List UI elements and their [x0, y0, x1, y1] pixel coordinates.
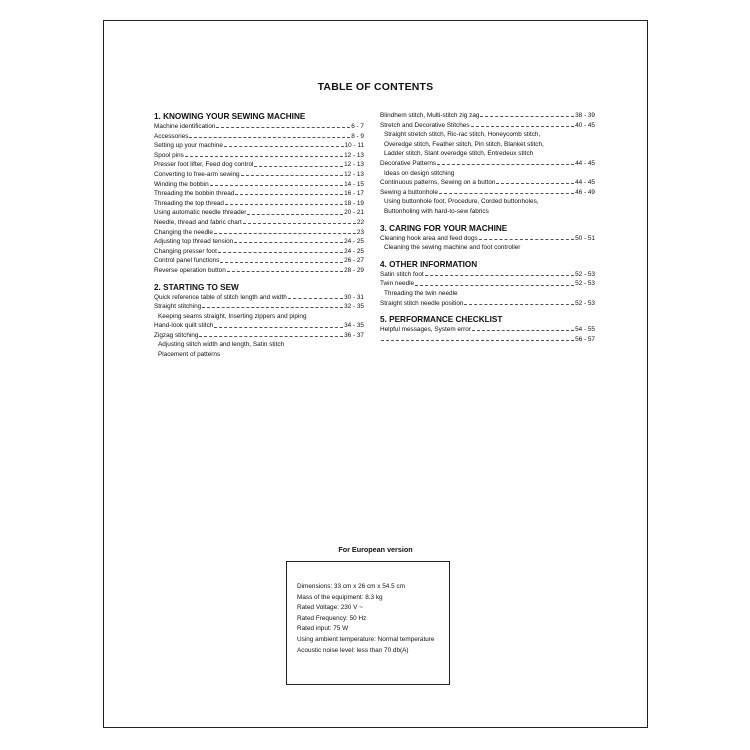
dot-leader	[437, 164, 574, 165]
european-version-title: For European version	[338, 545, 413, 554]
spec-line: Rated input: 75 W	[297, 625, 349, 633]
toc-entry-title: Control panel functions	[154, 257, 220, 265]
dot-leader	[243, 223, 356, 224]
page-title: TABLE OF CONTENTS	[317, 81, 434, 93]
dot-leader	[425, 275, 574, 276]
toc-entry-pages: 6 - 7	[351, 123, 364, 130]
toc-entry-title: Decorative Patterns	[380, 159, 437, 167]
toc-entry-pages: 50 - 51	[575, 234, 595, 242]
section-heading: 1. KNOWING YOUR SEWING MACHINE	[154, 112, 306, 121]
dot-leader	[254, 166, 343, 167]
toc-entry	[154, 247, 364, 257]
manual-page	[103, 20, 648, 728]
toc-entry-pages: 52 - 53	[575, 270, 595, 278]
toc-entry	[154, 208, 364, 218]
toc-subentry: Ladder stitch, Slant overedge stitch, Entredeux stitch	[384, 150, 534, 158]
toc-entry-title: Reverse operation button	[154, 266, 226, 274]
toc-entry-title: Converting to free-arm sewing	[154, 170, 240, 178]
toc-entry-pages: 12 - 13	[344, 151, 364, 159]
dot-leader	[480, 116, 574, 117]
toc-subentry: Straight stretch stitch, Ric-rac stitch, Honeycomb stitch,	[384, 131, 541, 139]
toc-entry-title: Needle, thread and fabric chart	[154, 218, 242, 226]
toc-entry-pages: 52 - 53	[575, 280, 595, 288]
toc-entry	[380, 335, 595, 345]
toc-entry-title: Threading the bobbin thread	[154, 190, 235, 198]
toc-entry-pages: 14 - 15	[344, 180, 364, 188]
dot-leader	[216, 127, 350, 128]
toc-entry	[380, 121, 595, 131]
toc-subentry: Using buttonhole foot, Procedure, Corded buttonholes,	[384, 198, 539, 206]
toc-entry-pages: 32 - 35	[344, 303, 364, 311]
toc-entry-title: Hand-look quilt stitch	[154, 322, 214, 330]
section-heading: 3. CARING FOR YOUR MACHINE	[380, 223, 508, 233]
dot-leader	[288, 298, 343, 299]
toc-column-right	[380, 111, 595, 344]
toc-entry	[154, 293, 364, 303]
toc-entry-pages: 24 - 25	[344, 238, 364, 246]
dot-leader	[185, 156, 343, 157]
toc-entry-pages: 40 - 45	[575, 121, 595, 129]
toc-entry-title: Cleaning hook area and feed dogs	[380, 234, 478, 242]
toc-entry	[154, 302, 364, 312]
dot-leader	[224, 146, 344, 147]
toc-entry	[380, 159, 595, 169]
dot-leader	[472, 330, 574, 331]
toc-entry	[154, 228, 364, 238]
toc-entry-pages: 24 - 25	[344, 247, 364, 255]
dot-leader	[496, 183, 574, 184]
dot-leader	[214, 233, 356, 234]
toc-subentry: Overedge stitch, Feather stitch, Pin stitch, Blanket stitch,	[384, 140, 544, 148]
toc-entry-title: Zigzag stitching	[154, 331, 199, 339]
toc-entry-title: Sewing a buttonhole	[380, 188, 438, 196]
toc-entry	[154, 170, 364, 180]
toc-entry-pages: 8 - 9	[351, 132, 364, 140]
toc-entry	[154, 218, 364, 228]
toc-entry-pages: 52 - 53	[575, 299, 595, 307]
dot-leader	[464, 304, 574, 305]
toc-entry-pages: 44 - 45	[575, 159, 595, 167]
toc-entry	[380, 188, 595, 198]
toc-entry-title: Threading the top thread	[154, 199, 224, 207]
dot-leader	[189, 137, 350, 138]
toc-entry-title: Machine identification	[154, 123, 216, 130]
dot-leader	[202, 307, 343, 308]
dot-leader	[227, 271, 343, 272]
toc-entry-pages: 38 - 39	[575, 112, 595, 119]
toc-entry	[154, 321, 364, 331]
toc-subentry: Threading the twin needle	[384, 289, 458, 297]
toc-entry-pages: 34 - 35	[344, 322, 364, 330]
toc-entry	[154, 151, 364, 161]
toc-entry-pages: 30 - 31	[344, 293, 364, 301]
toc-entry-title: Twin needle	[380, 280, 415, 288]
toc-entry-title: Presser foot lifter, Feed dog control	[154, 161, 254, 169]
dot-leader	[415, 285, 574, 286]
toc-entry-pages: 23	[356, 228, 364, 236]
toc-subentry: Keeping seams straight, Inserting zippers and piping	[158, 312, 307, 320]
toc-entry-pages: 54 - 55	[575, 326, 595, 334]
toc-entry	[380, 299, 595, 309]
toc-entry-pages: 12 - 13	[344, 161, 364, 169]
toc-entry-pages: 46 - 49	[575, 188, 595, 196]
toc-entry	[154, 122, 364, 132]
toc-entry	[154, 266, 364, 276]
toc-subentry: Ideas on design stitching	[384, 169, 455, 177]
toc-entry-title: Accessories	[154, 132, 189, 140]
toc-entry-title: Continuous patterns, Sewing on a button	[380, 179, 496, 187]
dot-leader	[439, 193, 574, 194]
toc-entry-pages: 22	[356, 218, 364, 226]
toc-entry	[380, 279, 595, 289]
dot-leader	[220, 262, 343, 263]
toc-entry-pages: 56 - 57	[575, 335, 595, 343]
dot-leader	[199, 336, 343, 337]
dot-leader	[214, 327, 343, 328]
toc-entry	[154, 237, 364, 247]
toc-entry-pages: 36 - 37	[344, 331, 364, 339]
dot-leader	[235, 194, 343, 195]
toc-entry-pages: 12 - 13	[344, 170, 364, 178]
dot-leader	[218, 252, 343, 253]
toc-entry	[154, 331, 364, 341]
dot-leader	[381, 340, 574, 341]
toc-entry-pages: 16 - 17	[344, 190, 364, 198]
toc-entry-title: Straight stitch needle position	[380, 299, 464, 307]
toc-entry-title: Straight stitching	[154, 303, 202, 311]
dot-leader	[471, 126, 575, 127]
toc-entry-pages: 18 - 19	[344, 199, 364, 207]
toc-entry	[380, 111, 595, 121]
dot-leader	[225, 204, 343, 205]
toc-entry-pages: 26 - 27	[344, 257, 364, 265]
toc-entry	[154, 132, 364, 142]
toc-entry	[380, 234, 595, 244]
toc-entry-title: Stretch and Decorative Stitches	[380, 121, 470, 129]
toc-entry	[154, 256, 364, 266]
toc-entry-title: Satin stitch foot	[380, 270, 424, 278]
european-spec-box	[286, 561, 450, 685]
toc-entry	[154, 189, 364, 199]
toc-entry-title: Using automatic needle threader	[154, 209, 247, 217]
toc-entry-title: Adjusting top thread tension	[154, 238, 234, 246]
section-heading: 4. OTHER INFORMATION	[380, 259, 478, 269]
toc-column-left	[154, 111, 364, 360]
toc-entry	[380, 270, 595, 280]
toc-entry-pages: 20 - 21	[344, 209, 364, 217]
toc-entry-pages: 10 - 11	[344, 142, 364, 150]
toc-entry-title: Setting up your machine	[154, 142, 223, 150]
spec-line: Mass of the equipment: 8.3 kg	[297, 593, 383, 601]
toc-entry	[154, 180, 364, 190]
dot-leader	[247, 214, 343, 215]
toc-entry-title: Changing presser foot	[154, 247, 217, 255]
toc-entry-pages: 44 - 45	[575, 179, 595, 187]
spec-line: Dimensions: 33 cm x 26 cm x 54.5 cm	[297, 583, 405, 590]
toc-subentry: Cleaning the sewing machine and foot controller	[384, 244, 521, 252]
toc-entry	[154, 160, 364, 170]
section-heading: 5. PERFORMANCE CHECKLIST	[380, 315, 503, 325]
toc-subentry: Placement of patterns	[158, 351, 221, 359]
toc-subentry: Adjusting stitch width and length, Satin stitch	[158, 341, 285, 349]
dot-leader	[210, 185, 343, 186]
toc-subentry: Buttonholing with hard-to-sew fabrics	[384, 207, 489, 215]
dot-leader	[241, 175, 343, 176]
toc-entry-title: Changing the needle	[154, 228, 213, 236]
toc-entry-title: Quick reference table of stitch length and width	[154, 293, 287, 301]
section-heading: 2. STARTING TO SEW	[154, 282, 239, 292]
spec-line: Rated Voltage: 230 V ~	[297, 604, 363, 612]
toc-entry	[380, 325, 595, 335]
spec-line: Acoustic noise level: less than 70 db(A)	[297, 646, 409, 654]
toc-entry-title: Blindhem stitch, Multi-stitch zig zag	[380, 112, 480, 119]
toc-entry	[154, 199, 364, 209]
toc-entry-pages: 28 - 29	[344, 266, 364, 274]
spec-line: Rated Frequency: 50 Hz	[297, 614, 367, 622]
dot-leader	[479, 239, 574, 240]
toc-entry-title: Spool pins	[154, 151, 184, 159]
toc-entry-title: Helpful messages, System error	[380, 326, 471, 334]
toc-entry-title: Winding the bobbin	[154, 180, 209, 188]
toc-entry	[154, 141, 364, 151]
spec-line: Using ambient temperature: Normal temperature	[297, 635, 435, 643]
dot-leader	[234, 242, 343, 243]
toc-entry	[380, 178, 595, 188]
